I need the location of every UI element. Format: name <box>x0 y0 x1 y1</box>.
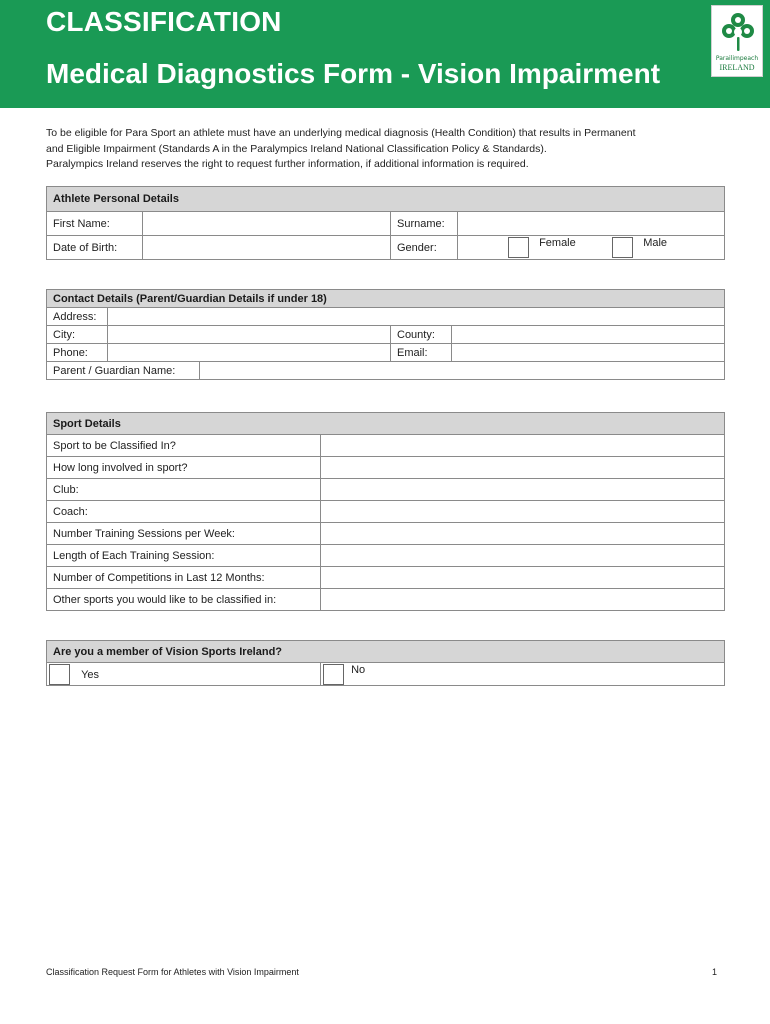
no-label: No <box>351 664 366 676</box>
club-field[interactable] <box>321 479 725 501</box>
sport-row-label: Club: <box>47 479 321 501</box>
yes-option <box>47 663 321 686</box>
gender-label: Gender: <box>391 236 458 260</box>
page-number: 1 <box>712 967 718 977</box>
guardian-name-label: Parent / Guardian Name: <box>47 362 200 380</box>
paralympics-ireland-logo <box>711 5 763 77</box>
sport-row-label: Coach: <box>47 501 321 523</box>
email-field[interactable] <box>452 344 725 362</box>
guardian-name-field[interactable] <box>200 362 725 380</box>
first-name-label: First Name: <box>47 212 143 236</box>
first-name-field[interactable] <box>143 212 391 236</box>
sport-row-label: Sport to be Classified In? <box>47 435 321 457</box>
intro-text <box>46 126 736 173</box>
sport-row-label: How long involved in sport? <box>47 457 321 479</box>
sport-row-label: Length of Each Training Session: <box>47 545 321 567</box>
shamrock-icon <box>718 10 758 54</box>
female-checkbox[interactable] <box>508 237 529 258</box>
form-category: CLASSIFICATION <box>46 6 282 37</box>
surname-field[interactable] <box>458 212 725 236</box>
training-sessions-field[interactable] <box>321 523 725 545</box>
phone-field[interactable] <box>108 344 391 362</box>
other-sports-field[interactable] <box>321 589 725 611</box>
contact-details-heading: Contact Details (Parent/Guardian Details if under 18) <box>47 290 725 308</box>
city-field[interactable] <box>108 326 391 344</box>
competitions-field[interactable] <box>321 567 725 589</box>
session-length-field[interactable] <box>321 545 725 567</box>
county-field[interactable] <box>452 326 725 344</box>
membership-heading: Are you a member of Vision Sports Ireland? <box>47 641 725 663</box>
sport-details-heading: Sport Details <box>47 413 725 435</box>
male-label: Male <box>643 237 668 249</box>
membership-table <box>46 640 725 686</box>
intro-line-2: and Eligible Impairment (Standards A in the Paralympics Ireland National Classification Policy & Standards). <box>46 142 547 155</box>
surname-label: Surname: <box>391 212 458 236</box>
sport-details-table <box>46 412 725 611</box>
city-label: City: <box>47 326 108 344</box>
athlete-details-heading: Athlete Personal Details <box>47 187 725 212</box>
sport-classified-field[interactable] <box>321 435 725 457</box>
logo-text: IRELAND <box>719 63 755 72</box>
intro-line-1: To be eligible for Para Sport an athlete must have an underlying medical diagnosis (Health Condition) that results in Permanent <box>46 127 636 139</box>
female-label: Female <box>539 237 576 249</box>
no-checkbox[interactable] <box>323 664 344 685</box>
no-option <box>321 663 725 686</box>
male-checkbox[interactable] <box>612 237 633 258</box>
county-label: County: <box>391 326 452 344</box>
yes-checkbox[interactable] <box>49 664 70 685</box>
sport-row-label: Number Training Sessions per Week: <box>47 523 321 545</box>
header-banner <box>0 0 770 108</box>
dob-field[interactable] <box>143 236 391 260</box>
email-label: Email: <box>391 344 452 362</box>
contact-details-table <box>46 289 725 380</box>
phone-label: Phone: <box>47 344 108 362</box>
yes-label: Yes <box>81 668 100 681</box>
sport-row-label: Other sports you would like to be classified in: <box>47 589 321 611</box>
intro-line-3: Paralympics Ireland reserves the right to request further information, if additional information is required. <box>46 158 529 170</box>
gender-options <box>458 236 725 260</box>
logo-irish-text: Parailimpeach <box>715 55 759 62</box>
address-label: Address: <box>47 308 108 326</box>
sport-row-label: Number of Competitions in Last 12 Months: <box>47 567 321 589</box>
dob-label: Date of Birth: <box>47 236 143 260</box>
address-field[interactable] <box>108 308 725 326</box>
athlete-details-table <box>46 186 725 260</box>
footer-text: Classification Request Form for Athletes with Vision Impairment <box>46 967 299 977</box>
involvement-duration-field[interactable] <box>321 457 725 479</box>
form-title: Medical Diagnostics Form - Vision Impairment <box>46 58 661 89</box>
coach-field[interactable] <box>321 501 725 523</box>
